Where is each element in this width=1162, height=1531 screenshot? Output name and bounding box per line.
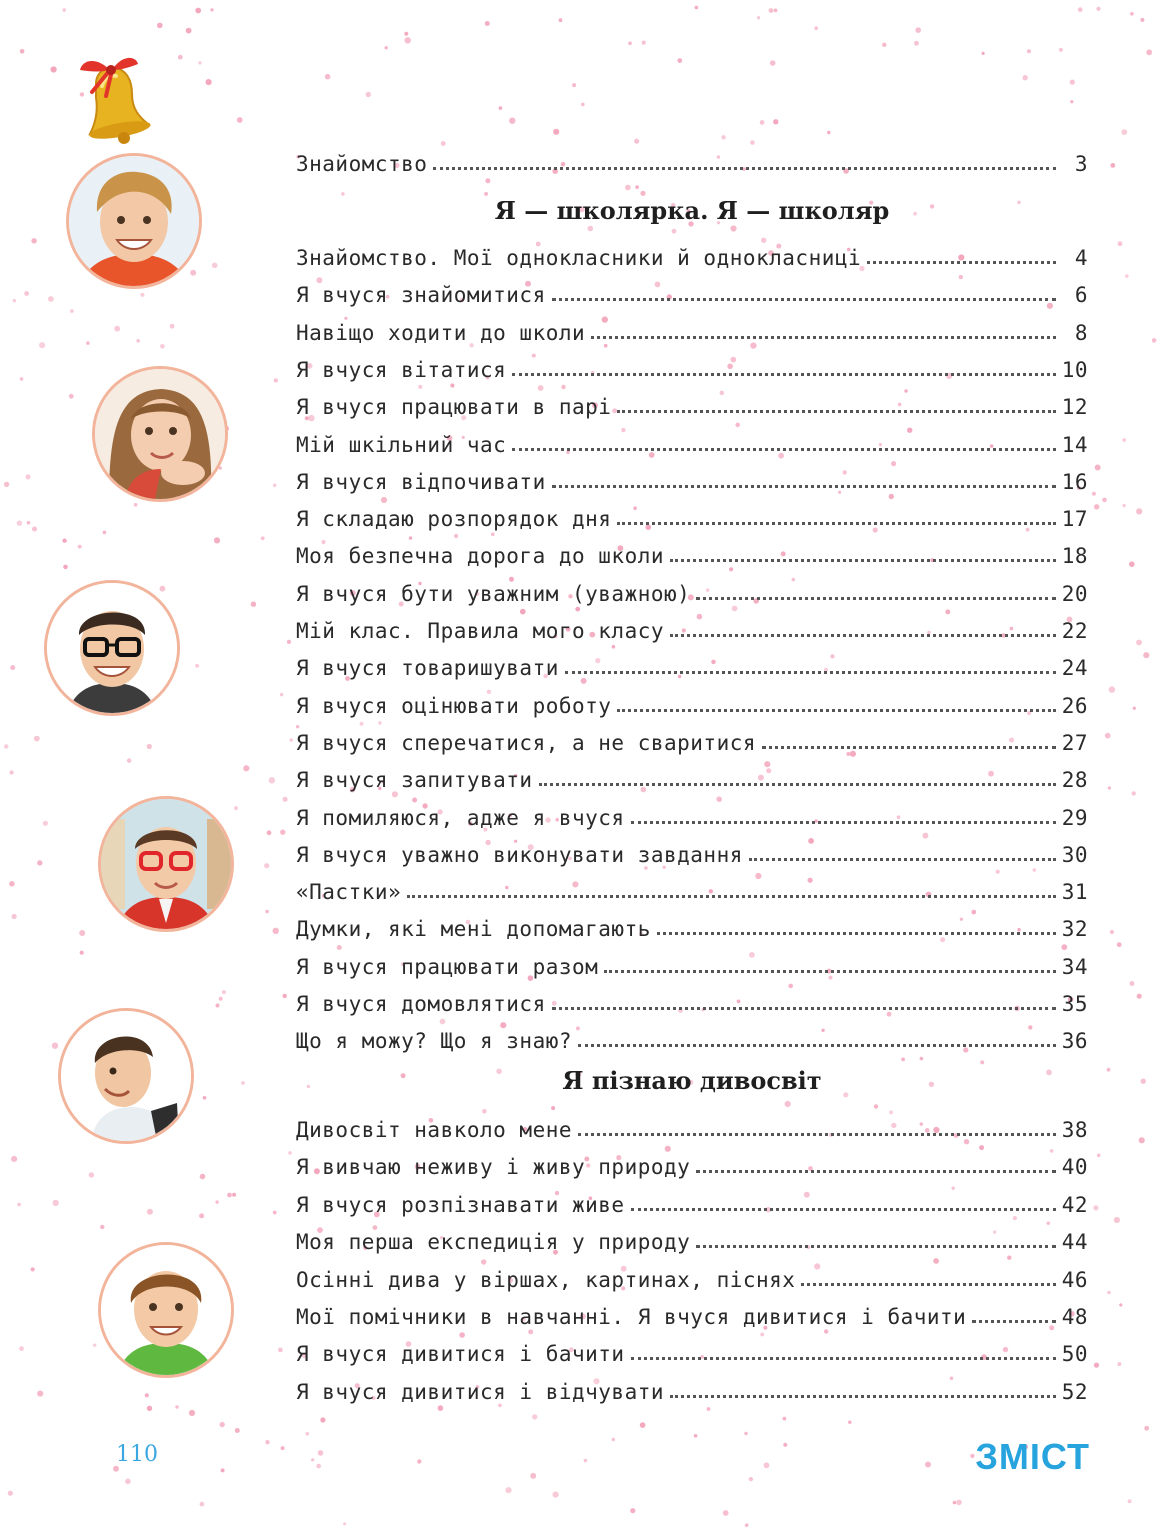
toc-entry-page: 48: [1061, 1305, 1088, 1329]
dot-leader: [565, 671, 1056, 674]
dot-leader: [591, 336, 1056, 339]
dot-leader: [696, 597, 1055, 600]
toc-entry-page: 17: [1061, 507, 1088, 531]
toc-entry-title: Я вчуся дивитися і бачити: [296, 1342, 625, 1366]
portrait-boy-backpack: [58, 1008, 194, 1144]
dot-leader: [867, 261, 1056, 264]
dot-leader: [539, 783, 1056, 786]
toc-entry[interactable]: [296, 1224, 1088, 1254]
toc-entry-page: 20: [1061, 582, 1088, 606]
toc-entry-title: Я вчуся знайомитися: [296, 283, 546, 307]
toc-entry-page: 4: [1074, 246, 1088, 270]
dot-leader: [512, 373, 1055, 376]
toc-entry-page: 28: [1061, 768, 1088, 792]
toc-entry[interactable]: [296, 240, 1088, 270]
dot-leader: [657, 932, 1056, 935]
toc-entry-title: Я вчуся дивитися і відчувати: [296, 1380, 665, 1404]
toc-entry-page: 38: [1061, 1118, 1088, 1142]
dot-leader: [762, 746, 1056, 749]
dot-leader: [670, 559, 1056, 562]
toc-entry-title: Я вчуся відпочивати: [296, 470, 546, 494]
portrait-girl: [92, 366, 228, 502]
dot-leader: [631, 1357, 1056, 1360]
toc-entry-title: Я вчуся бути уважним (уважною): [296, 582, 691, 606]
toc-entry-page: 27: [1061, 731, 1088, 755]
dot-leader: [749, 858, 1056, 861]
portrait-boy-green-shirt: [98, 1242, 234, 1378]
toc-entry-title: Я вчуся працювати в парі: [296, 395, 612, 419]
toc-entry-title: Мої помічники в навчанні. Я вчуся дивитися і бачити: [296, 1305, 967, 1329]
footer-title: ЗМІСТ: [975, 1436, 1090, 1477]
toc-entry-page: 14: [1061, 433, 1088, 457]
toc-entry-title: Я складаю розпорядок дня: [296, 507, 612, 531]
toc-entry[interactable]: [296, 538, 1088, 568]
toc-entry-title: Я помиляюся, адже я вчуся: [296, 806, 625, 830]
dot-leader: [578, 1044, 1056, 1047]
dot-leader: [631, 821, 1056, 824]
toc-entry-title: Знайомство: [296, 152, 428, 176]
toc-entry[interactable]: [296, 688, 1088, 718]
toc-entry-page: 30: [1061, 843, 1088, 867]
toc-entry-page: 12: [1061, 395, 1088, 419]
toc-entry[interactable]: [296, 1336, 1088, 1366]
toc-entry-page: 6: [1074, 283, 1088, 307]
toc-entry-title: Я вчуся працювати разом: [296, 955, 599, 979]
portrait-girl-red-glasses: [98, 796, 234, 932]
toc-entry[interactable]: [296, 576, 1088, 606]
toc-entry[interactable]: [296, 427, 1088, 457]
toc-entry[interactable]: [296, 800, 1088, 830]
dot-leader: [433, 167, 1056, 170]
toc-entry[interactable]: [296, 874, 1088, 904]
toc-entry-title: Я вчуся оцінювати роботу: [296, 694, 612, 718]
toc-entry-title: Дивосвіт навколо мене: [296, 1118, 573, 1142]
dot-leader: [631, 1208, 1056, 1211]
toc-entry-page: 3: [1074, 152, 1088, 176]
toc-entry-title: «Пастки»: [296, 880, 402, 904]
toc-entry-page: 18: [1061, 544, 1088, 568]
toc-entry-title: Навіщо ходити до школи: [296, 321, 586, 345]
toc-entry-title: Я вчуся запитувати: [296, 768, 533, 792]
toc-entry-page: 44: [1061, 1230, 1088, 1254]
toc-entry[interactable]: [296, 949, 1088, 979]
toc-entry-title: Я вчуся вітатися: [296, 358, 507, 382]
dot-leader: [617, 709, 1055, 712]
toc-entry[interactable]: [296, 911, 1088, 941]
toc-entry[interactable]: [296, 1374, 1088, 1404]
toc-entry[interactable]: [296, 725, 1088, 755]
bell-icon: [66, 50, 156, 145]
portrait-boy-glasses: [44, 580, 180, 716]
toc-entry-page: 22: [1061, 619, 1088, 643]
dot-leader: [801, 1283, 1055, 1286]
dot-leader: [972, 1320, 1055, 1323]
toc-entry-title: Я вчуся домовлятися: [296, 992, 546, 1016]
dot-leader: [604, 970, 1055, 973]
toc-entry[interactable]: [296, 389, 1088, 419]
dot-leader: [617, 410, 1055, 413]
toc-entry-title: Думки, які мені допомагають: [296, 917, 651, 941]
toc-entry-title: Моя перша експедиція у природу: [296, 1230, 691, 1254]
toc-entry-title: Я вчуся розпізнавати живе: [296, 1193, 625, 1217]
page-number: 110: [116, 1442, 158, 1467]
toc-entry[interactable]: [296, 315, 1088, 345]
dot-leader: [617, 522, 1055, 525]
toc-entry-title: Я вчуся товаришувати: [296, 656, 559, 680]
toc-entry[interactable]: [296, 762, 1088, 792]
toc-entry-page: 34: [1061, 955, 1088, 979]
toc-entry[interactable]: [296, 1262, 1088, 1292]
toc-entry-page: 32: [1061, 917, 1088, 941]
toc-entry[interactable]: [296, 837, 1088, 867]
dot-leader: [670, 1395, 1056, 1398]
toc-entry-title: Знайомство. Мої однокласники й однокласниці: [296, 246, 862, 270]
toc-entry[interactable]: [296, 1149, 1088, 1179]
toc-entry-page: 16: [1061, 470, 1088, 494]
toc-entry-title: Я вчуся сперечатися, а не сваритися: [296, 731, 757, 755]
toc-entry[interactable]: [296, 464, 1088, 494]
dot-leader: [552, 298, 1056, 301]
dot-leader: [578, 1133, 1056, 1136]
toc-entry[interactable]: [296, 501, 1088, 531]
toc-entry-title: Мій клас. Правила мого класу: [296, 619, 665, 643]
toc-entry[interactable]: [296, 1023, 1088, 1053]
toc-entry-title: Мій шкільний час: [296, 433, 507, 457]
dot-leader: [696, 1245, 1055, 1248]
toc-entry-page: 42: [1061, 1193, 1088, 1217]
dot-leader: [552, 485, 1056, 488]
toc-entry[interactable]: [296, 613, 1088, 643]
toc-entry-title: Я вчуся уважно виконувати завдання: [296, 843, 743, 867]
section-heading: Я — школярка. Я — школяр: [494, 196, 890, 225]
toc-entry-title: Що я можу? Що я знаю?: [296, 1029, 573, 1053]
toc-entry[interactable]: [296, 1112, 1088, 1142]
dot-leader: [512, 448, 1055, 451]
toc-entry-page: 10: [1061, 358, 1088, 382]
toc-entry-title: Осінні дива у віршах, картинах, піснях: [296, 1268, 796, 1292]
toc-entry-title: Я вивчаю неживу і живу природу: [296, 1155, 691, 1179]
dot-leader: [696, 1170, 1055, 1173]
section-heading: Я пізнаю дивосвіт: [562, 1066, 822, 1095]
toc-entry-page: 24: [1061, 656, 1088, 680]
toc-entry-page: 26: [1061, 694, 1088, 718]
toc-entry-page: 36: [1061, 1029, 1088, 1053]
toc-entry[interactable]: [296, 352, 1088, 382]
toc-entry[interactable]: [296, 277, 1088, 307]
toc-entry-title: Моя безпечна дорога до школи: [296, 544, 665, 568]
dot-leader: [407, 895, 1056, 898]
toc-entry[interactable]: [296, 146, 1088, 176]
dot-leader: [552, 1007, 1056, 1010]
toc-entry[interactable]: [296, 1187, 1088, 1217]
toc-entry[interactable]: [296, 650, 1088, 680]
toc-entry-page: 31: [1061, 880, 1088, 904]
toc-entry-page: 8: [1074, 321, 1088, 345]
toc-entry-page: 40: [1061, 1155, 1088, 1179]
dot-leader: [670, 634, 1056, 637]
toc-entry-page: 35: [1061, 992, 1088, 1016]
toc-entry[interactable]: [296, 1299, 1088, 1329]
portrait-boy-blond: [66, 153, 202, 289]
toc-entry-page: 52: [1061, 1380, 1088, 1404]
toc-entry-page: 50: [1061, 1342, 1088, 1366]
toc-entry[interactable]: [296, 986, 1088, 1016]
toc-entry-page: 46: [1061, 1268, 1088, 1292]
toc-entry-page: 29: [1061, 806, 1088, 830]
